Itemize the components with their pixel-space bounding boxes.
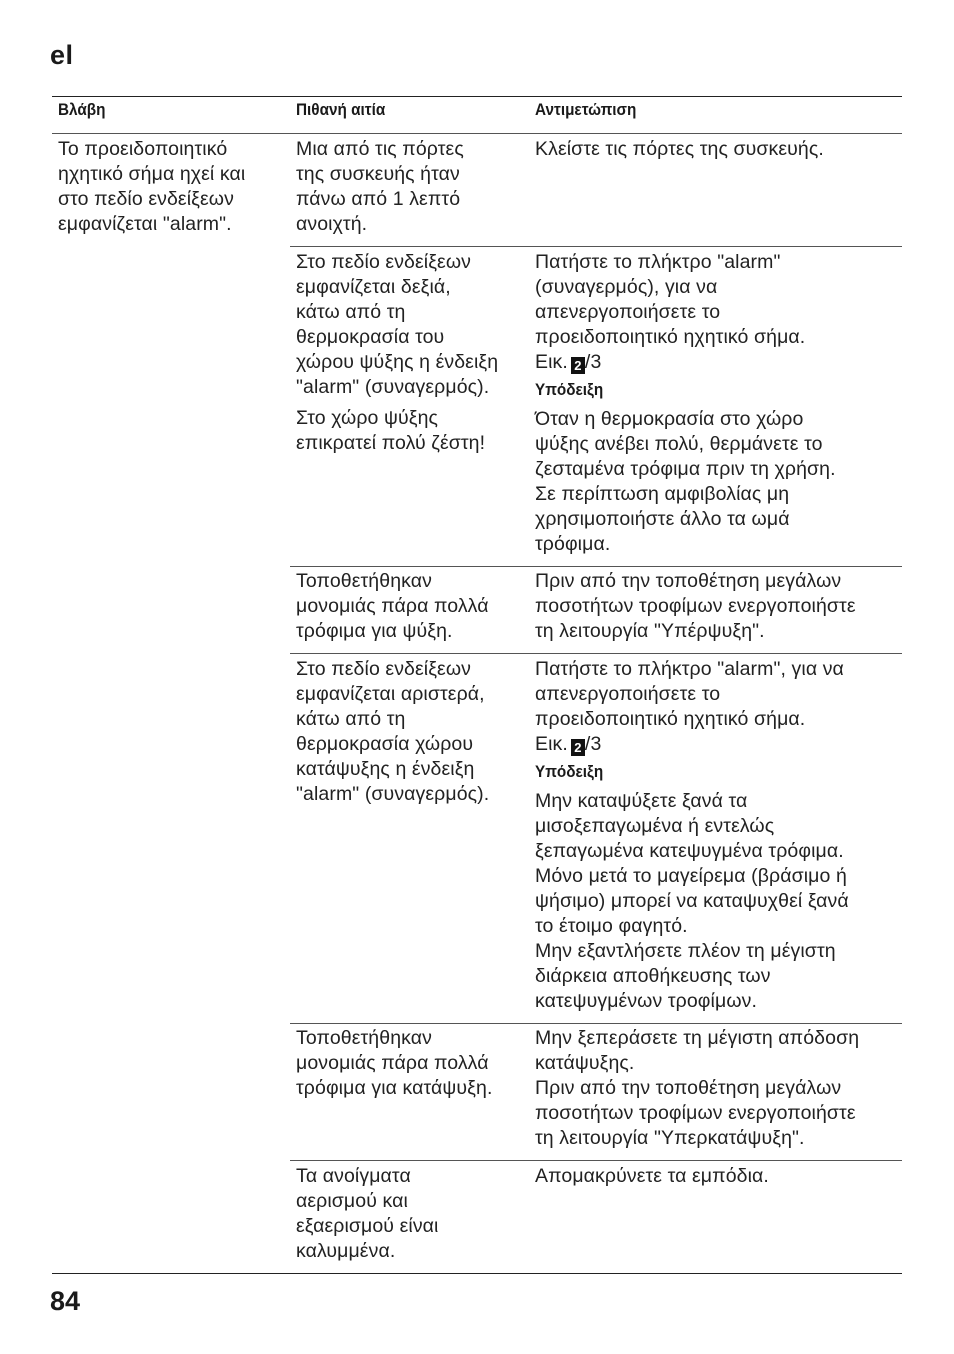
- row-4-note-label: Υπόδειξη: [535, 762, 604, 781]
- row-divider: [290, 1160, 902, 1161]
- header-remedy: Αντιμετώπιση: [535, 100, 637, 119]
- row-2-note-label: Υπόδειξη: [535, 380, 604, 399]
- header-divider: [52, 133, 902, 134]
- table-bottom-rule: [52, 1273, 902, 1274]
- row-2-note-text: Όταν η θερμοκρασία στο χώρο ψύξης ανέβει πολύ, θερμάνετε το ζεσταμένα τρόφιμα πριν τη χρήση. Σε περίπτωση αμφιβολίας μη χρησιμοποιήστε άλλο τα ωμά τρόφιμα.: [535, 408, 836, 555]
- row-2-cause-secondary: Στο χώρο ψύξης επικρατεί πολύ ζέστη!: [296, 407, 486, 454]
- row-divider: [290, 653, 902, 654]
- row-3-remedy: Πριν από την τοποθέτηση μεγάλων ποσοτήτων τροφίμων ενεργοποιήστε τη λειτουργία "Υπέρψυξη".: [535, 570, 856, 642]
- figure-prefix: Εικ.: [535, 733, 568, 755]
- row-4-figure-reference: [535, 732, 897, 757]
- row-6-remedy: Απομακρύνετε τα εμπόδια.: [535, 1165, 769, 1187]
- row-2-remedy: Πατήστε το πλήκτρο "alarm" (συναγερμός), για να απενεργοποιήσετε το προειδοποιητικό ηχητικό σήμα.: [535, 251, 806, 348]
- figure-number-badge: 2: [571, 357, 585, 374]
- row-5-cause: Τοποθετήθηκαν μονομιάς πάρα πολλά τρόφιμα για κατάψυξη.: [296, 1027, 493, 1099]
- row-divider: [290, 246, 902, 247]
- row-1-cause: Μια από τις πόρτες της συσκευής ήταν πάνω από 1 λεπτό ανοιχτή.: [296, 138, 464, 235]
- row-2-figure-reference: [535, 350, 897, 375]
- row-4-note-text: Μην καταψύξετε ξανά τα μισοξεπαγωμένα ή εντελώς ξεπαγωμένα κατεψυγμένα τρόφιμα. Μόνο μετά το μαγείρεμα (βράσιμο ή ψήσιμο) μπορεί να καταψυχθεί ξανά το έτοιμο φαγητό. Μην εξαντλήσετε πλέον τη μέγιστη διάρκεια αποθήκευσης των κατεψυγμένων τροφίμων.: [535, 790, 849, 1012]
- row-4-remedy: Πατήστε το πλήκτρο "alarm", για να απενεργοποιήσετε το προειδοποιητικό ηχητικό σήμα.: [535, 658, 844, 730]
- figure-prefix: Εικ.: [535, 351, 568, 373]
- row-divider: [290, 566, 902, 567]
- fault-text: Το προειδοποιητικό ηχητικό σήμα ηχεί και στο πεδίο ενδείξεων εμφανίζεται "alarm".: [58, 138, 246, 235]
- figure-number-badge: 2: [571, 739, 585, 756]
- row-5-remedy: Μην ξεπεράσετε τη μέγιστη απόδοση κατάψυξης. Πριν από την τοποθέτηση μεγάλων ποσοτήτων τροφίμων ενεργοποιήστε τη λειτουργία "Υπερκατάψυξη".: [535, 1027, 860, 1149]
- table-top-rule: [52, 96, 902, 97]
- row-divider: [290, 1023, 902, 1024]
- row-1-remedy: Κλείστε τις πόρτες της συσκευής.: [535, 138, 824, 160]
- header-cause: Πιθανή αιτία: [296, 100, 386, 119]
- row-3-cause: Τοποθετήθηκαν μονομιάς πάρα πολλά τρόφιμα για ψύξη.: [296, 570, 489, 642]
- figure-suffix: /3: [584, 733, 602, 755]
- row-4-cause: Στο πεδίο ενδείξεων εμφανίζεται αριστερά, κάτω από τη θερμοκρασία χώρου κατάψυξης η ένδειξη "alarm" (συναγερμός).: [296, 658, 490, 805]
- row-2-cause: Στο πεδίο ενδείξεων εμφανίζεται δεξιά, κάτω από τη θερμοκρασία του χώρου ψύξης η ένδειξη "alarm" (συναγερμός).: [296, 251, 499, 398]
- header-fault: Βλάβη: [58, 100, 106, 119]
- row-6-cause: Τα ανοίγματα αερισμού και εξαερισμού είναι καλυμμένα.: [296, 1165, 439, 1262]
- language-code: el: [50, 40, 74, 70]
- figure-suffix: /3: [584, 351, 602, 373]
- page-number: 84: [50, 1286, 81, 1316]
